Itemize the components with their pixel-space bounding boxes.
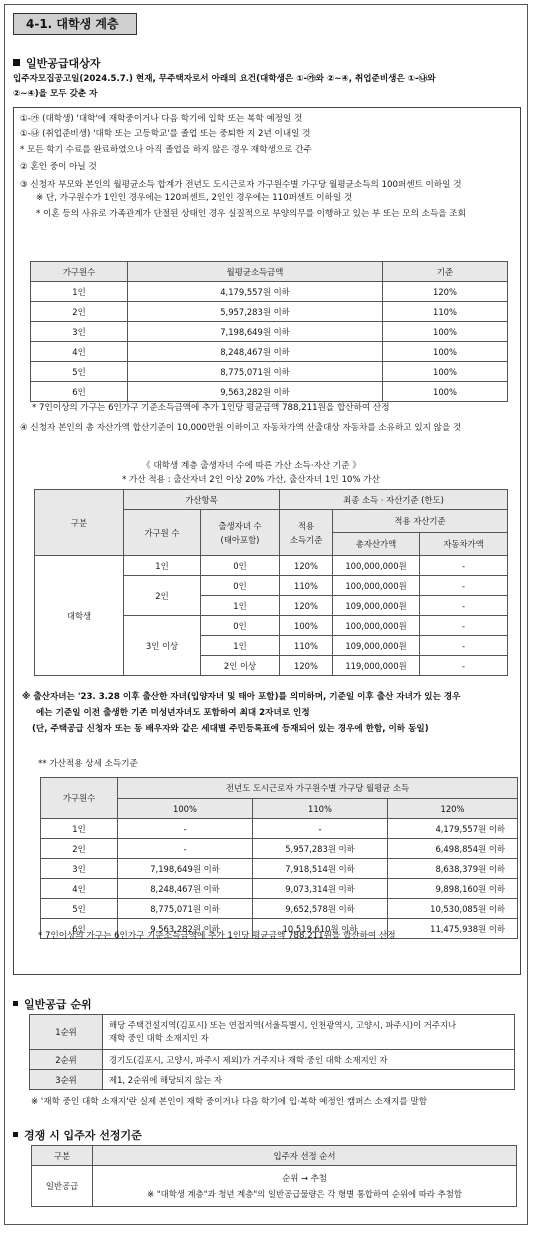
birth-note-1: ※ 출산자녀는 '23. 3.28 이후 출산한 자녀(입양자녀 및 태아 포함)를 의미하며, 기준일 이후 출산 자녀가 있는 경우	[22, 692, 461, 702]
income-table-note: * 7인이상의 가구는 6인가구 기준소득금액에 추가 1인당 평균금액 788,211원을 합산하여 산정	[32, 403, 390, 413]
req-3-note: ※ 단, 가구원수가 1인인 경우에는 120퍼센트, 2인인 경우에는 110퍼센트 이하일 것	[36, 193, 353, 203]
table-row: 5인 8,775,071원 이하 100%	[31, 362, 508, 382]
table-row: 4인 8,248,467원 이하 100%	[31, 342, 508, 362]
intro-line-2: ②~④)을 모두 갖춘 자	[13, 89, 98, 99]
table-row: 1인 4,179,557원 이하 120%	[31, 282, 508, 302]
table-row: 1인 110% 109,000,000원 -	[35, 636, 508, 656]
req-note: * 모든 학기 수료를 완료하였으나 아직 졸업을 하지 않은 경우 재학생으로 간주	[20, 145, 312, 155]
heading-eligibility: 일반공급대상자	[13, 55, 100, 71]
birth-table-subtitle: * 가산 적용 : 출산자녀 2인 이상 20% 가산, 출산자녀 1인 10% 가산	[122, 475, 380, 485]
priority-note: ※ '재학 중인 대학 소재지'란 실제 본인이 재학 중이거나 다음 학기에 입·복학 예정인 캠퍼스 소재지를 말함	[31, 1097, 427, 1107]
table-row: 1인 - - 4,179,557원 이하	[41, 819, 518, 839]
table-row: 5인 8,775,071원 이하 9,652,578원 이하 10,530,085원 이하	[41, 899, 518, 919]
req-3-note-2: * 이혼 등의 사유로 가족관계가 단절된 상태인 경우 실질적으로 부양의무를 이행하고 있는 부 또는 모의 소득을 조회	[36, 209, 466, 219]
table-row: 2인 - 5,957,283원 이하 6,498,854원 이하	[41, 839, 518, 859]
birth-note-3: (단, 주택공급 신청자 또는 동 배우자와 같은 세대별 주민등록표에 등재되어 있는 경우에 한함, 이하 동일)	[32, 724, 429, 734]
page	[4, 4, 528, 1225]
table-row: 2순위 경기도(김포시, 고양시, 파주시 제외)가 거주지나 재학 중인 대학 소재지인 자	[30, 1050, 515, 1070]
detail-table-note: * 7인이상의 가구는 6인가구 기준소득금액에 추가 1인당 평균금액 788,211원을 합산하여 산정	[38, 931, 396, 941]
req-4: ④ 신청자 본인의 총 자산가액 합산기준이 10,000만원 이하이고 자동차가액 산출대상 자동차를 소유하고 있지 않을 것	[20, 423, 462, 433]
req-1b: ①-㉯ (취업준비생) '대학 또는 고등학교'를 졸업 또는 중퇴한 지 2년 이내일 것	[20, 129, 311, 139]
birth-note-2: 에는 기준일 이전 출생한 기존 미성년자녀도 포함하여 최대 2자녀로 인정	[36, 708, 310, 718]
square-bullet-icon	[13, 59, 20, 66]
square-bullet-icon	[13, 1132, 18, 1137]
section-title: 4-1. 대학생 계층	[13, 13, 137, 35]
requirements-box	[13, 107, 521, 975]
table-row: 대학생 1인 0인 120% 100,000,000원 -	[35, 556, 508, 576]
birth-table: 구분 가산항목 최종 소득 · 자산기준 (한도) 가구원 수 출생자녀 수 (태아포함) 적용 소득기준 적용 자산기준 총자산가액 자동차가액 대학생 1인 0인 120% 100,000,000원 - 2인 0인 110% 100,000,000원 - 1인 120% 109,000,000원 - 3인 이상 0인 100% 100,000,000원 - 1인 110% 109,000,000원 - 2인 이상 120% 119,000,000원 -	[34, 489, 508, 676]
selection-table	[31, 1145, 517, 1207]
table-row: 2인 5,957,283원 이하 110%	[31, 302, 508, 322]
table-row: 1순위 해당 주택건설지역(김포시) 또는 연접지역(서울특별시, 인천광역시, 고양시, 파주시)이 거주지나 재학 중인 대학 소재지인 자	[30, 1015, 515, 1050]
table-row: 3인 7,198,649원 이하 7,918,514원 이하 8,638,379원 이하	[41, 859, 518, 879]
req-1a: ①-㉮ (대학생) '대학'에 재학중이거나 다음 학기에 입학 또는 복학 예정일 것	[20, 114, 303, 124]
income-table	[30, 261, 508, 402]
table-row: 2인 0인 110% 100,000,000원 -	[35, 576, 508, 596]
priority-table	[29, 1014, 515, 1090]
req-3: ③ 신청자 부모와 본인의 월평균소득 합계가 전년도 도시근로자 가구원수별 가구당 월평균소득의 100퍼센트 이하일 것	[20, 180, 462, 190]
birth-table-title: 《 대학생 계층 출생자녀 수에 따른 가산 소득·자산 기준 》	[142, 461, 361, 471]
table-row: 일반공급 순위 → 추첨 ※ "대학생 계층"과 청년 계층"의 일반공급물량은 각 형별 통합하여 순위에 따라 추첨함	[32, 1166, 517, 1207]
table-row: 6인 9,563,282원 이하 10,519,610원 이하 11,475,938원 이하	[41, 919, 518, 939]
table-row: 4인 8,248,467원 이하 9,073,314원 이하 9,898,160원 이하	[41, 879, 518, 899]
heading-priority: 일반공급 순위	[13, 996, 92, 1012]
req-2: ② 혼인 중이 아닐 것	[20, 162, 97, 172]
table-row: 3인 7,198,649원 이하 100%	[31, 322, 508, 342]
table-row: 2인 이상 120% 119,000,000원 -	[35, 656, 508, 676]
selection-table-header: 구분 입주자 선정 순서	[32, 1146, 517, 1166]
detail-table: 가구원수 전년도 도시근로자 가구원수별 가구당 월평균 소득 100% 110% 120% 1인 - - 4,179,557원 이하 2인 - 5,957,283원 이하 6,498,854원 이하 3인 7,198,649원 이하 7,918,514원 이하 8,638,379원 이하 4인 8,248,467원 이하 9,073,314원 이하 9,898,160원 이하 5인 8,775,071원 이하 9,652,578원 이하 10,530,085원 이하 6인 9,563,282원 이하 10,519,610원 이하 11,475,938원 이하	[40, 777, 518, 939]
table-row: 1인 120% 109,000,000원 -	[35, 596, 508, 616]
intro-line-1: 입주자모집공고일(2024.5.7.) 현재, 무주택자로서 아래의 요건(대학생은 ①-㉮와 ②~④, 취업준비생은 ①-㉯와	[13, 74, 436, 84]
heading-selection: 경쟁 시 입주자 선정기준	[13, 1127, 142, 1143]
income-table-header: 가구원수 월평균소득금액 기준	[31, 262, 508, 282]
detail-table-title: ** 가산적용 상세 소득기준	[38, 759, 138, 769]
table-row: 6인 9,563,282원 이하 100%	[31, 382, 508, 402]
square-bullet-icon	[13, 1001, 18, 1006]
table-row: 3인 이상 0인 100% 100,000,000원 -	[35, 616, 508, 636]
table-row: 3순위 제1, 2순위에 해당되지 않는 자	[30, 1070, 515, 1090]
